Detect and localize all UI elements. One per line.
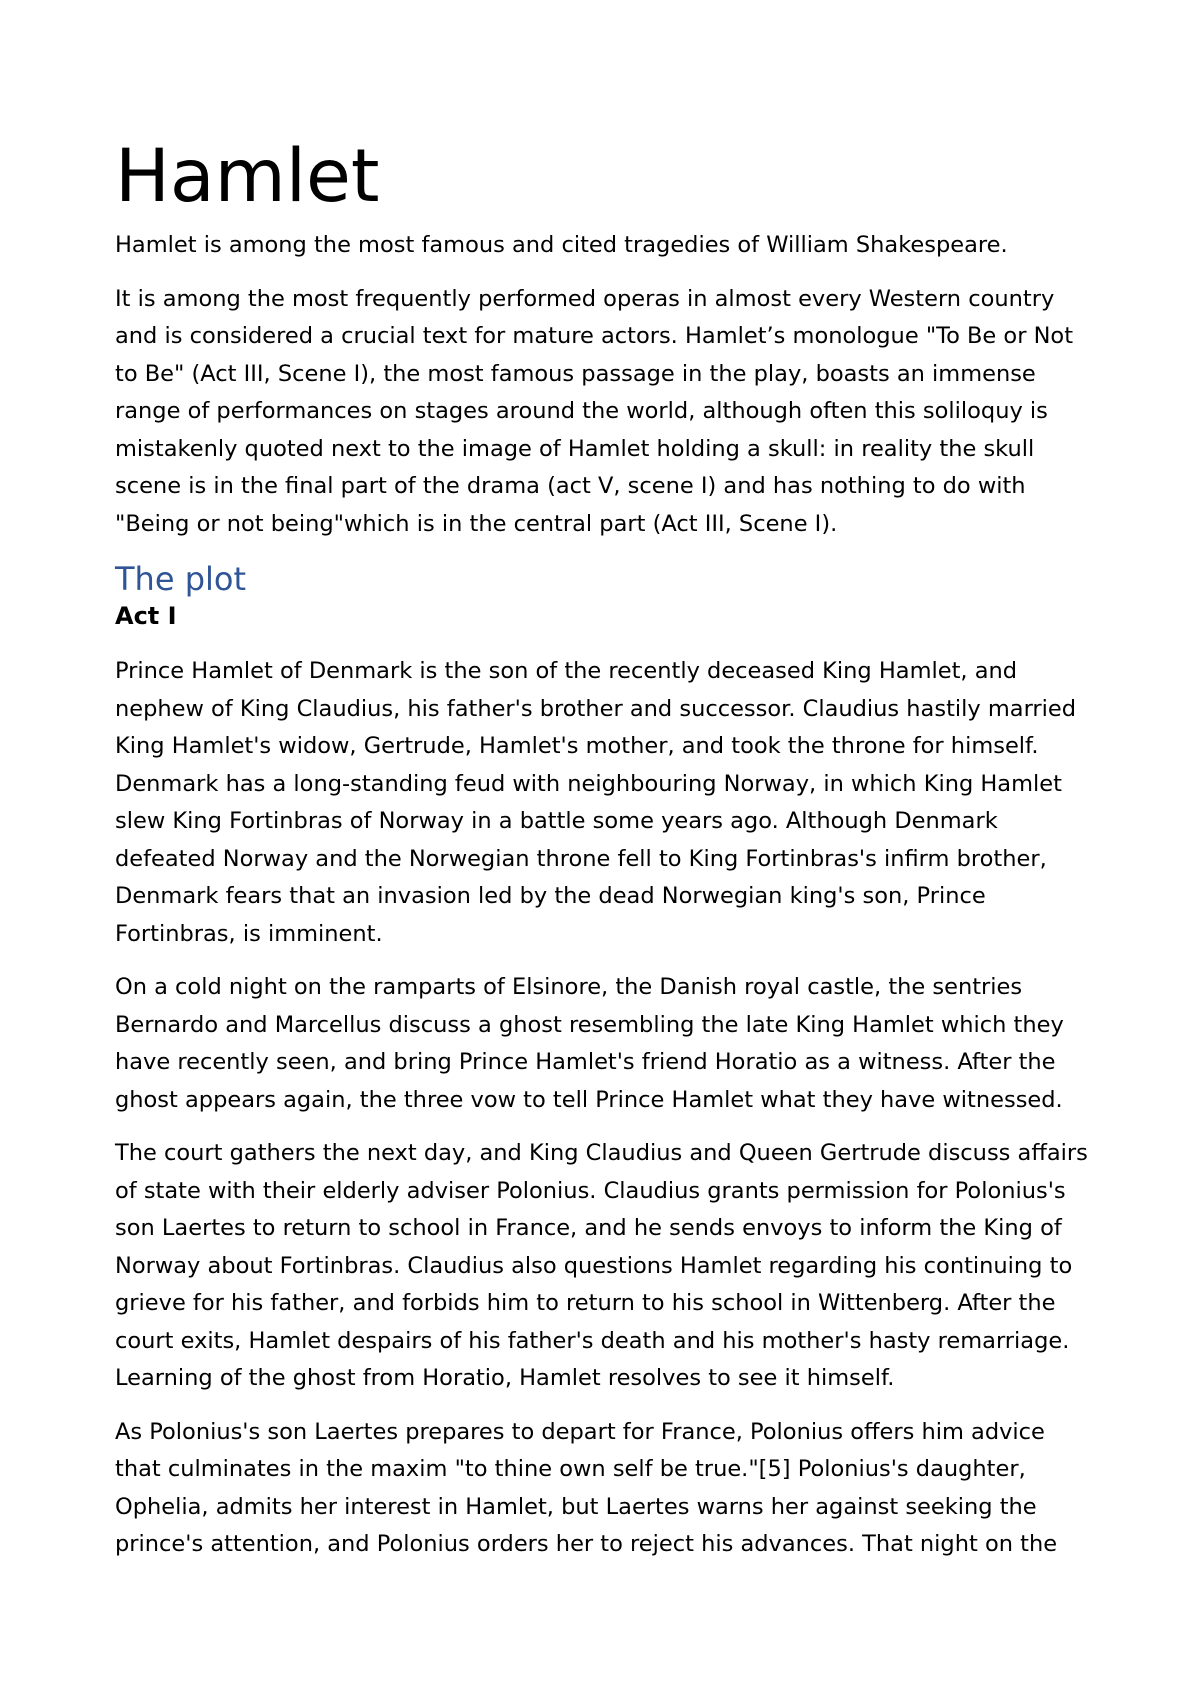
paragraph-line: On a cold night on the ramparts of Elsinore, the Danish royal castle, the sentries — [115, 974, 1023, 1001]
paragraph-line: to Be" (Act III, Scene I), the most famous passage in the play, boasts an immense — [115, 360, 1036, 387]
paragraph-line: and is considered a crucial text for mature actors. Hamlet’s monologue "To Be or Not — [115, 323, 1074, 349]
subheading-act-1: Act I — [115, 602, 177, 631]
paragraph-line: court exits, Hamlet despairs of his father's death and his mother's hasty remarriage. — [115, 1327, 1070, 1354]
intro-paragraph: Hamlet is among the most famous and cited tragedies of William Shakespeare. — [115, 232, 1008, 258]
paragraph-line: Denmark fears that an invasion led by the dead Norwegian king's son, Prince — [115, 883, 986, 910]
paragraph-line: grieve for his father, and forbids him to return to his school in Wittenberg. After the — [115, 1290, 1056, 1317]
paragraph-line: King Hamlet's widow, Gertrude, Hamlet's mother, and took the throne for himself. — [115, 733, 1039, 760]
document-title: Hamlet — [115, 134, 380, 219]
overview-paragraph — [115, 281, 1115, 544]
act1-paragraph-4 — [115, 1414, 1115, 1564]
paragraph-line: have recently seen, and bring Prince Hamlet's friend Horatio as a witness. After the — [115, 1049, 1056, 1076]
paragraph-line: Learning of the ghost from Horatio, Hamlet resolves to see it himself. — [115, 1365, 895, 1392]
paragraph-line: It is among the most frequently performed operas in almost every Western country — [115, 285, 1055, 312]
document-page — [115, 134, 1115, 1580]
paragraph-line: range of performances on stages around the world, although often this soliloquy is — [115, 398, 1048, 424]
paragraph-line: son Laertes to return to school in France, and he sends envoys to inform the King of — [115, 1215, 1062, 1242]
section-heading-plot: The plot — [115, 560, 247, 598]
paragraph-line: defeated Norway and the Norwegian throne fell to King Fortinbras's infirm brother, — [115, 845, 1047, 872]
paragraph-line: Prince Hamlet of Denmark is the son of the recently deceased King Hamlet, and — [115, 658, 1018, 685]
act1-paragraph-3 — [115, 1135, 1115, 1398]
paragraph-line: The court gathers the next day, and King Claudius and Queen Gertrude discuss affairs — [115, 1140, 1088, 1167]
paragraph-line: slew King Fortinbras of Norway in a battle some years ago. Although Denmark — [115, 808, 998, 835]
paragraph-line: Ophelia, admits her interest in Hamlet, but Laertes warns her against seeking the — [115, 1493, 1037, 1520]
paragraph-line: prince's attention, and Polonius orders her to reject his advances. That night on the — [115, 1531, 1058, 1558]
paragraph-line: Bernardo and Marcellus discuss a ghost resembling the late King Hamlet which they — [115, 1011, 1064, 1038]
act1-paragraph-1 — [115, 653, 1115, 953]
paragraph-line: scene is in the final part of the drama (act V, scene I) and has nothing to do with — [115, 473, 1026, 499]
paragraph-line: that culminates in the maxim "to thine own self be true."[5] Polonius's daughter, — [115, 1456, 1026, 1483]
paragraph-line: Denmark has a long-standing feud with neighbouring Norway, in which King Hamlet — [115, 770, 1062, 797]
paragraph-line: As Polonius's son Laertes prepares to depart for France, Polonius offers him advice — [115, 1418, 1045, 1445]
paragraph-line: Norway about Fortinbras. Claudius also questions Hamlet regarding his continuing to — [115, 1252, 1073, 1279]
paragraph-line: ghost appears again, the three vow to tell Prince Hamlet what they have witnessed. — [115, 1086, 1063, 1113]
paragraph-line: Fortinbras, is imminent. — [115, 920, 383, 947]
paragraph-line: "Being or not being"which is in the central part (Act III, Scene I). — [115, 510, 838, 537]
paragraph-line: nephew of King Claudius, his father's brother and successor. Claudius hastily married — [115, 695, 1077, 722]
act1-paragraph-2 — [115, 969, 1115, 1119]
paragraph-line: mistakenly quoted next to the image of Hamlet holding a skull: in reality the skull — [115, 435, 1035, 462]
paragraph-line: of state with their elderly adviser Polonius. Claudius grants permission for Polonius's — [115, 1177, 1066, 1204]
